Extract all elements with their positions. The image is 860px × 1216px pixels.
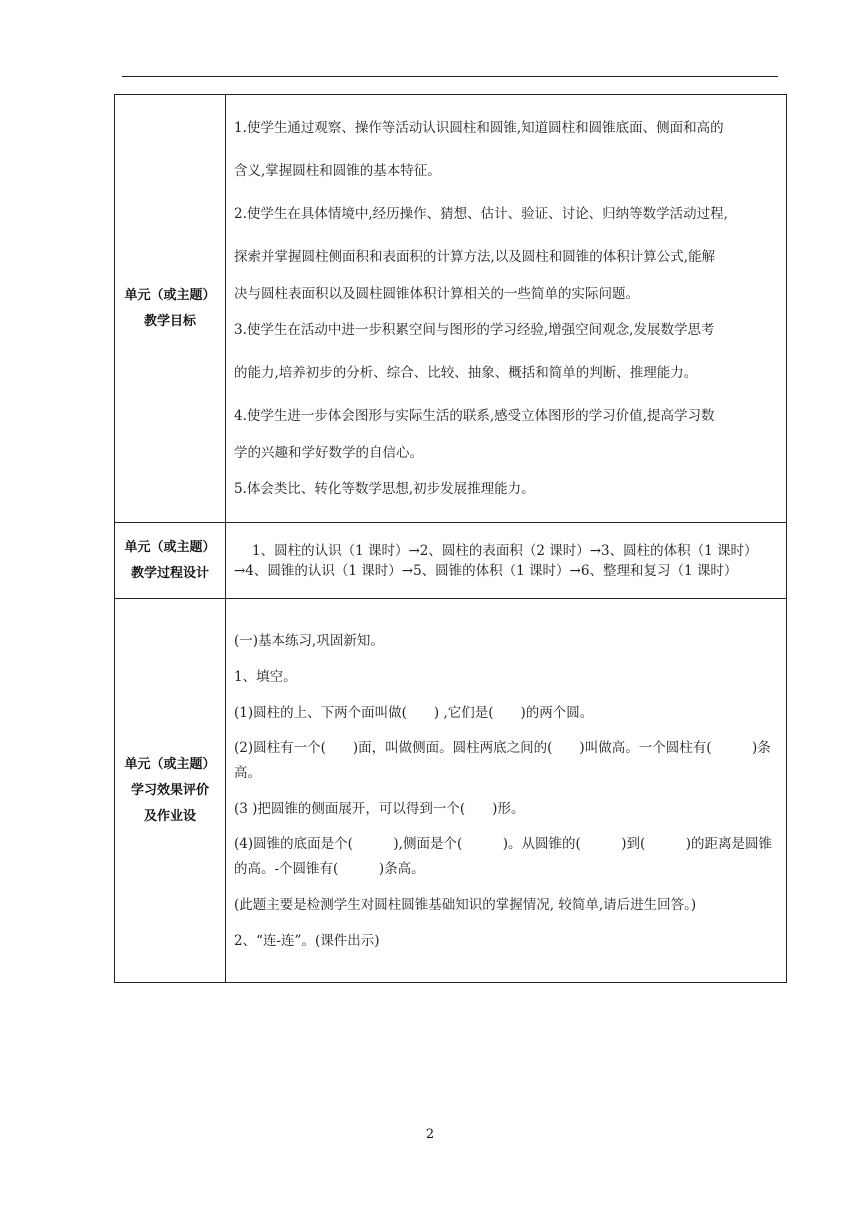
process-content [226, 523, 787, 599]
process-text: 1、圆柱的认识（1 课时）→2、圆柱的表面积（2 课时）→3、圆柱的体积（1 课时）→4、圆锥的认识（1 课时）→5、圆锥的体积（1 课时）→6、整理和复习（1 课时） [234, 542, 758, 579]
evaluation-line: (2)圆柱有一个( )面，叫做侧面。圆柱两底之间的( )叫做高。一个圆柱有( )条高。 [234, 739, 771, 781]
goals-content [226, 95, 787, 523]
evaluation-line: (一)基本练习,巩固新知。 [234, 632, 384, 649]
row-teaching-goals [115, 95, 787, 523]
goal-line: 的能力,培养初步的分析、综合、比较、抽象、概括和简单的判断、推理能力。 [234, 364, 698, 381]
goal-line: 3.使学生在活动中进一步积累空间与图形的学习经验,增强空间观念,发展数学思考 [234, 321, 715, 338]
evaluation-label-line3: 及作业设 [143, 808, 196, 824]
process-label [115, 523, 226, 599]
evaluation-line: (此题主要是检测学生对圆柱圆锥基础知识的掌握情况, 较简单,请后进生回答。) [234, 896, 697, 913]
evaluation-label-line1: 单元（或主题） [124, 756, 216, 772]
evaluation-line: (1)圆柱的上、下两个面叫做( ) ,它们是( )的两个圆。 [234, 704, 594, 721]
page-number: 2 [425, 1127, 435, 1142]
evaluation-line: (3 )把圆锥的侧面展开，可以得到一个( )形。 [234, 800, 525, 817]
lesson-plan-table [114, 94, 787, 983]
goal-line: 含义,掌握圆柱和圆锥的基本特征。 [234, 162, 441, 179]
goal-line: 探索并掌握圆柱侧面积和表面积的计算方法,以及圆柱和圆锥的体积计算公式,能解 [234, 248, 716, 265]
goal-line: 决与圆柱表面积以及圆柱圆锥体积计算相关的一些简单的实际问题。 [234, 285, 639, 302]
goal-line: 2.使学生在具体情境中,经历操作、猜想、估计、验证、讨论、归纳等数学活动过程, [234, 205, 728, 222]
header-rule [122, 76, 778, 77]
goals-label-line1: 单元（或主题） [124, 287, 216, 303]
goal-line: 1.使学生通过观察、操作等活动认识圆柱和圆锥,知道圆柱和圆锥底面、侧面和高的 [234, 119, 724, 136]
row-teaching-process [115, 523, 787, 599]
evaluation-label [115, 599, 226, 983]
evaluation-label-line2: 学习效果评价 [130, 782, 209, 798]
evaluation-content [226, 599, 787, 983]
goal-line: 4.使学生进一步体会图形与实际生活的联系,感受立体图形的学习价值,提高学习数 [234, 407, 715, 424]
goals-label-line2: 教学目标 [143, 313, 196, 329]
goal-line: 学的兴趣和学好数学的自信心。 [234, 444, 423, 461]
evaluation-line: 2、“连-连”。(课件出示) [234, 932, 380, 949]
goal-line: 5.体会类比、转化等数学思想,初步发展推理能力。 [234, 480, 535, 497]
row-evaluation [115, 599, 787, 983]
process-label-line2: 教学过程设计 [130, 565, 209, 581]
process-label-line1: 单元（或主题） [124, 539, 216, 555]
goals-label [115, 95, 226, 523]
evaluation-line: (4)圆锥的底面是个( ),侧面是个( )。从圆锥的( )到( )的距离是圆锥的高。-个圆锥有( )条高。 [234, 835, 773, 877]
evaluation-line: 1、填空。 [234, 668, 297, 685]
